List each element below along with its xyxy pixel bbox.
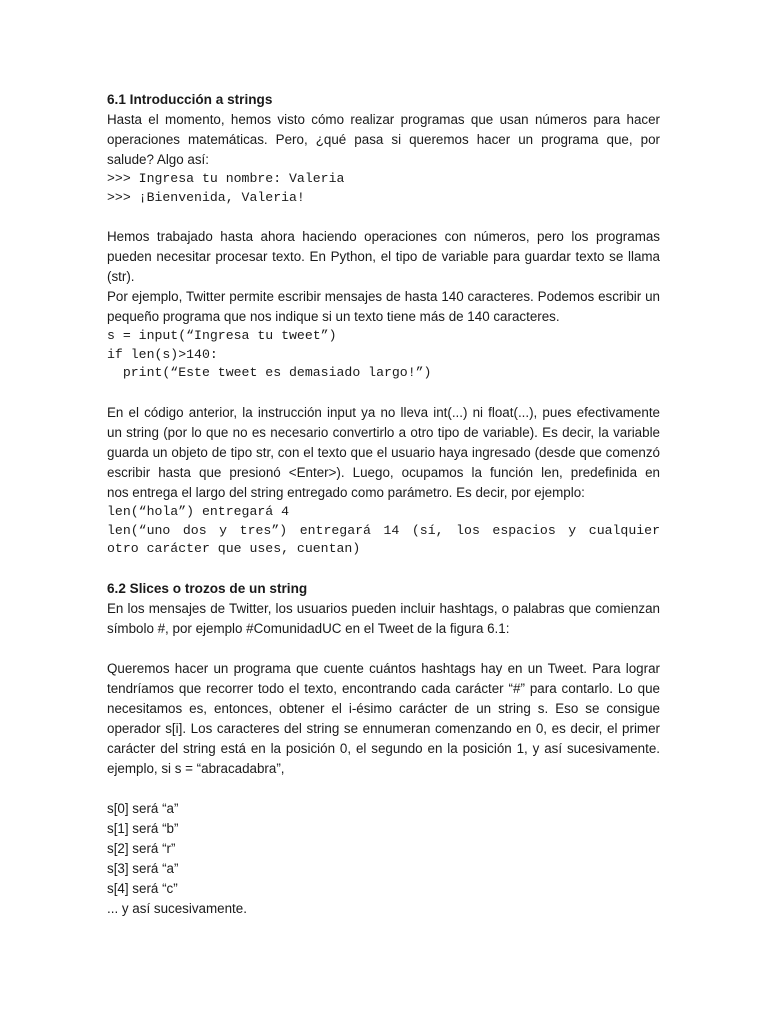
paragraph-line: guarda un objeto de tipo str, con el texto que el usuario haya ingresado (desde que comenzó	[107, 444, 660, 460]
list-item: s[0] será “a”	[107, 800, 179, 816]
paragraph-line: Hemos trabajado hasta ahora haciendo operaciones con números, pero los programas	[107, 229, 660, 245]
code-line: len(“uno dos y tres”) entregará 14 (sí, los espacios y cualquier	[107, 522, 660, 538]
list-item: s[4] será “c”	[107, 880, 178, 896]
document-page	[107, 90, 660, 919]
paragraph-line: En el código anterior, la instrucción input ya no lleva int(...) ni float(...), pues efectivamente	[107, 404, 660, 420]
code-line: otro carácter que uses, cuentan)	[107, 541, 361, 557]
paragraph-line: En los mensajes de Twitter, los usuarios pueden incluir hashtags, o palabras que comienzan	[107, 600, 660, 616]
list-item: s[3] será “a”	[107, 860, 179, 876]
paragraph-line: un string (por lo que no es necesario convertirlo a otro tipo de variable). Es decir, la variable	[107, 424, 660, 440]
list-item: ... y así sucesivamente.	[107, 900, 247, 916]
paragraph-line: necesitamos es, entonces, obtener el i-ésimo carácter de un string s. Eso se consigue	[107, 700, 660, 716]
paragraph-line: salude? Algo así:	[107, 152, 209, 167]
paragraph-line: pequeño programa que nos indique si un texto tiene más de 140 caracteres.	[107, 309, 560, 325]
code-line: >>> ¡Bienvenida, Valeria!	[107, 189, 305, 205]
paragraph-line: carácter del string está en la posición 0, el segundo en la posición 1, y así sucesivamente.	[107, 740, 660, 756]
paragraph-line: símbolo #, por ejemplo #ComunidadUC en el Tweet de la figura 6.1:	[107, 620, 510, 636]
paragraph-line: ejemplo, si s = “abracadabra”,	[107, 760, 285, 776]
list-item: s[1] será “b”	[107, 820, 179, 836]
section-heading-6-1: 6.1 Introducción a strings	[107, 92, 273, 107]
paragraph-line: Queremos hacer un programa que cuente cuántos hashtags hay en un Tweet. Para lograr	[107, 660, 660, 676]
code-line: >>> Ingresa tu nombre: Valeria	[107, 171, 345, 186]
paragraph-line: Hasta el momento, hemos visto cómo realizar programas que usan números para hacer	[107, 112, 660, 127]
paragraph-line: operador s[i]. Los caracteres del string se ennumeran comenzando en 0, es decir, el primer	[107, 720, 660, 736]
section-heading-6-2: 6.2 Slices o trozos de un string	[107, 580, 308, 596]
code-line: if len(s)>140:	[107, 346, 218, 362]
list-item: s[2] será “r”	[107, 840, 176, 856]
code-line: len(“hola”) entregará 4	[107, 503, 290, 519]
paragraph-line: pueden necesitar procesar texto. En Python, el tipo de variable para guardar texto se llama	[107, 249, 660, 265]
paragraph-line: tendríamos que recorrer todo el texto, encontrando cada carácter “#” para contarlo. Lo que	[107, 680, 660, 696]
paragraph-line: (str).	[107, 269, 135, 285]
paragraph-line: nos entrega el largo del string entregado como parámetro. Es decir, por ejemplo:	[107, 484, 585, 500]
paragraph-line: operaciones matemáticas. Pero, ¿qué pasa si queremos hacer un programa que, por	[107, 132, 660, 147]
code-line: print(“Este tweet es demasiado largo!”)	[107, 365, 432, 381]
code-line: s = input(“Ingresa tu tweet”)	[107, 328, 337, 344]
paragraph-line: escribir hasta que presionó <Enter>). Luego, ocupamos la función len, predefinida en	[107, 464, 660, 480]
paragraph-line: Por ejemplo, Twitter permite escribir mensajes de hasta 140 caracteres. Podemos escribir un	[107, 289, 660, 305]
